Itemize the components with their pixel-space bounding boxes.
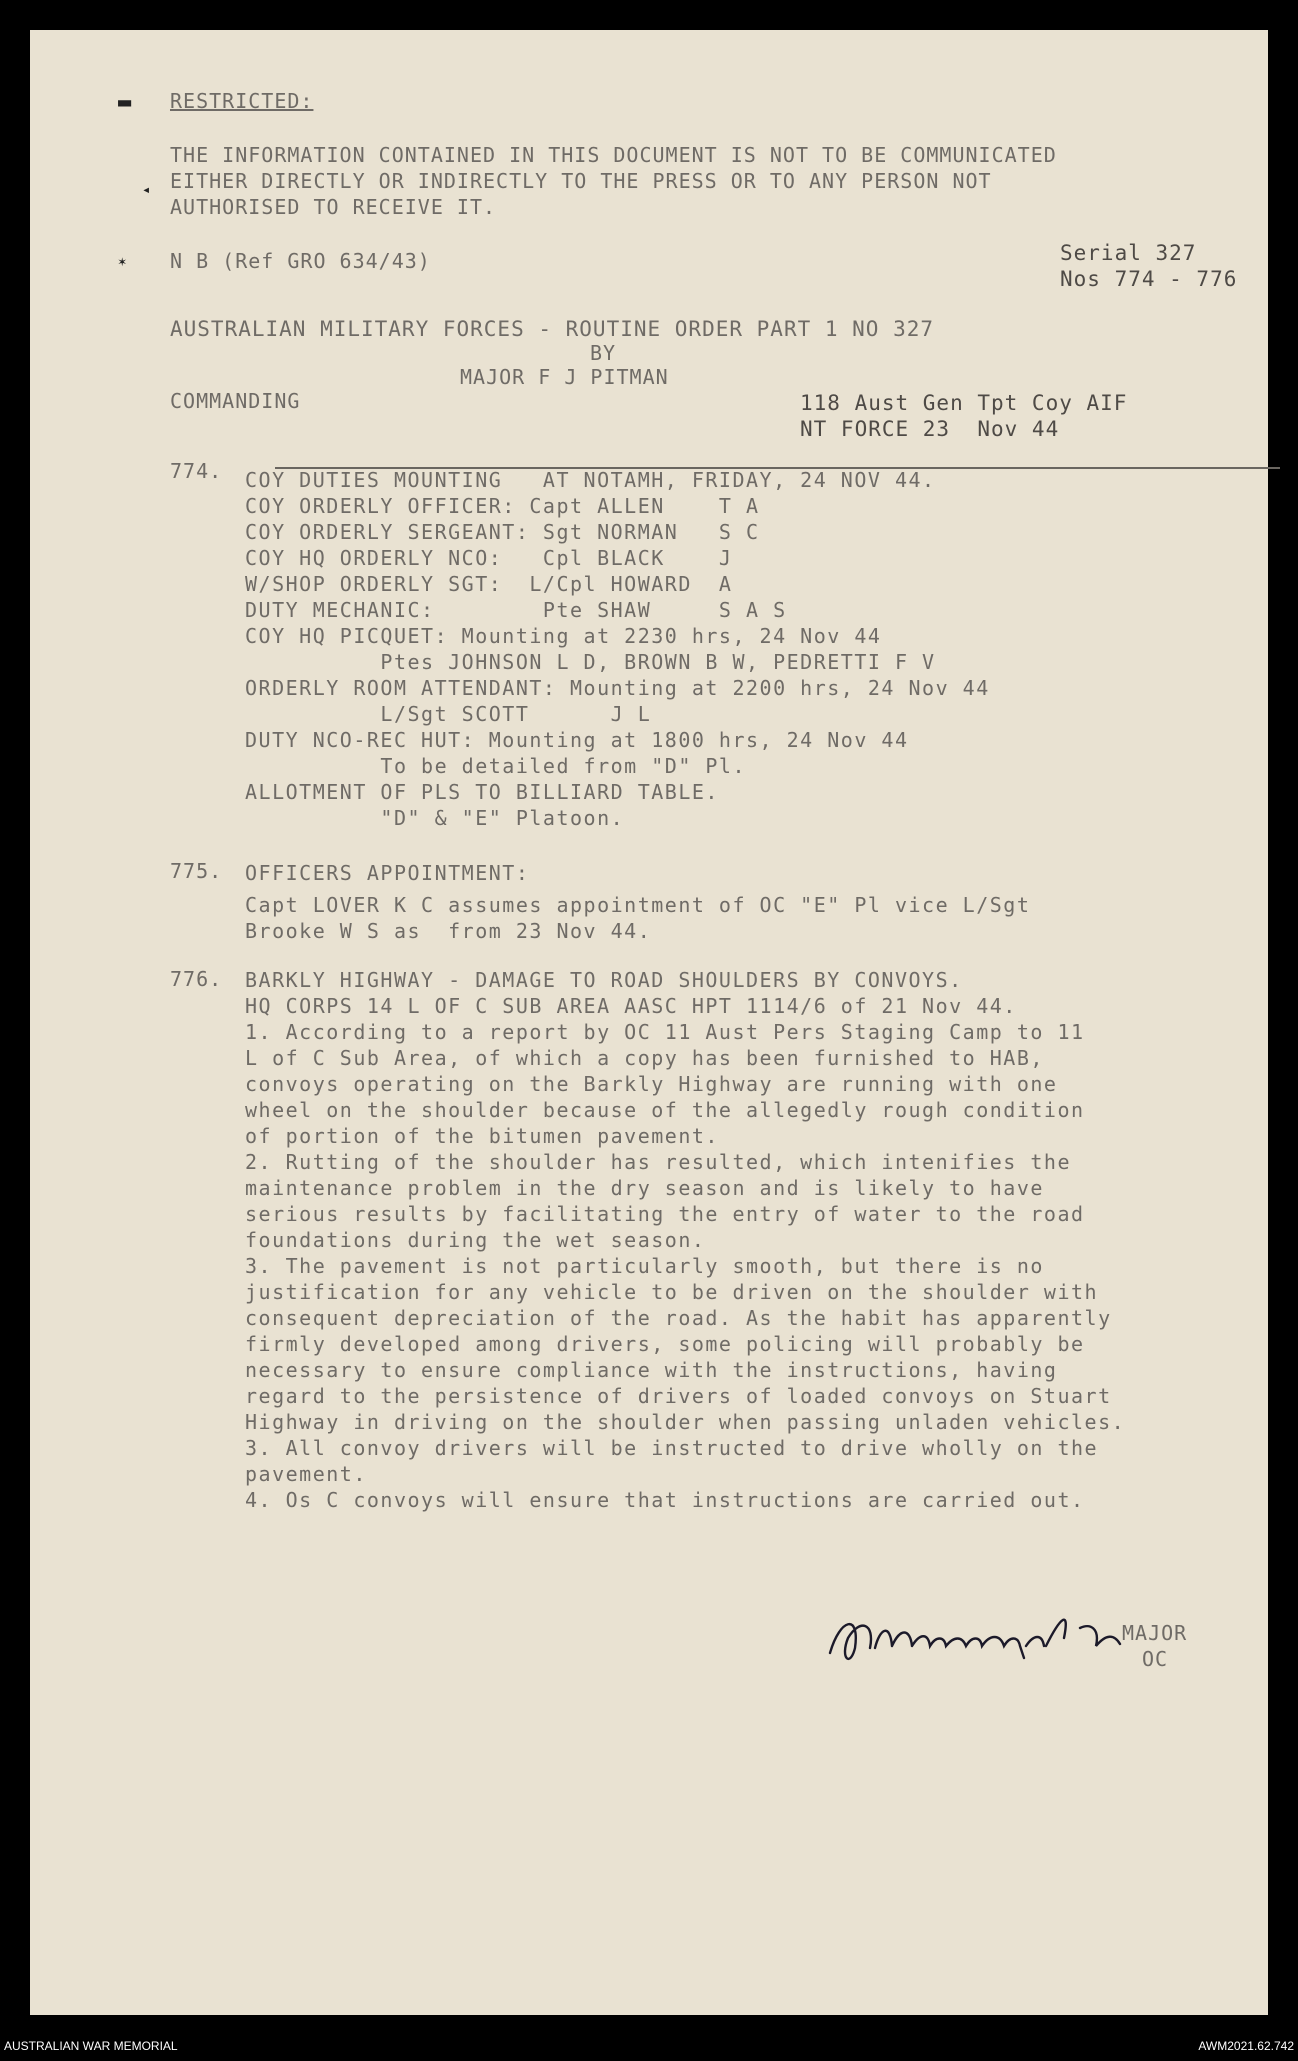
- order-776-line: maintenance problem in the dry season and is likely to have: [245, 1176, 1044, 1200]
- unit-date: NT FORCE 23 Nov 44: [800, 417, 1060, 441]
- order-title: AUSTRALIAN MILITARY FORCES - ROUTINE ORDER PART 1 NO 327: [170, 317, 935, 341]
- order-774-line: COY DUTIES MOUNTING AT NOTAMH, FRIDAY, 24 NOV 44.: [245, 468, 936, 492]
- order-776-line: HQ CORPS 14 L OF C SUB AREA AASC HPT 1114/6 of 21 Nov 44.: [245, 994, 1017, 1018]
- footer-bar: [0, 2023, 1298, 2061]
- order-774-line: DUTY MECHANIC: Pte SHAW S A S: [245, 598, 787, 622]
- order-by: BY: [590, 341, 617, 365]
- order-775-line: Brooke W S as from 23 Nov 44.: [245, 919, 652, 943]
- order-774-line: Ptes JOHNSON L D, BROWN B W, PEDRETTI F V: [245, 650, 936, 674]
- order-775-line: OFFICERS APPOINTMENT:: [245, 861, 530, 885]
- reference-note: N B (Ref GRO 634/43): [170, 249, 431, 273]
- order-776-line: wheel on the shoulder because of the allegedly rough condition: [245, 1098, 1085, 1122]
- hole-punch-mark: ✶: [118, 254, 127, 270]
- order-774-line: COY ORDERLY SERGEANT: Sgt NORMAN S C: [245, 520, 760, 544]
- order-776-line: 3. The pavement is not particularly smooth, but there is no: [245, 1254, 1044, 1278]
- order-774-line: COY HQ ORDERLY NCO: Cpl BLACK J: [245, 546, 733, 570]
- order-774-line: To be detailed from "D" Pl.: [245, 754, 747, 778]
- order-774-number: 774.: [170, 459, 223, 483]
- restricted-notice-line: AUTHORISED TO RECEIVE IT.: [170, 195, 497, 219]
- order-774-line: COY ORDERLY OFFICER: Capt ALLEN T A: [245, 494, 760, 518]
- footer-institution: AUSTRALIAN WAR MEMORIAL: [4, 2039, 178, 2053]
- order-774-line: COY HQ PICQUET: Mounting at 2230 hrs, 24 Nov 44: [245, 624, 882, 648]
- order-774-line: L/Sgt SCOTT J L: [245, 702, 652, 726]
- footer-catalogue-number: AWM2021.62.742: [1198, 2039, 1294, 2053]
- order-776-line: of portion of the bitumen pavement.: [245, 1124, 719, 1148]
- order-774-line: "D" & "E" Platoon.: [245, 806, 625, 830]
- order-774-line: ALLOTMENT OF PLS TO BILLIARD TABLE.: [245, 780, 719, 804]
- order-776-line: serious results by facilitating the entry of water to the road: [245, 1202, 1085, 1226]
- signature-role: OC: [1142, 1647, 1169, 1671]
- restricted-notice-line: EITHER DIRECTLY OR INDIRECTLY TO THE PRESS OR TO ANY PERSON NOT: [170, 169, 992, 193]
- order-776-line: consequent depreciation of the road. As the habit has apparently: [245, 1306, 1112, 1330]
- order-776-number: 776.: [170, 967, 223, 991]
- order-776-line: regard to the persistence of drivers of loaded convoys on Stuart: [245, 1384, 1112, 1408]
- order-776-line: 1. According to a report by OC 11 Aust Pers Staging Camp to 11: [245, 1020, 1085, 1044]
- hole-punch-mark: ◂: [142, 182, 151, 198]
- serial-number: Serial 327: [1060, 241, 1197, 265]
- order-776-line: convoys operating on the Barkly Highway are running with one: [245, 1072, 1058, 1096]
- restricted-heading: RESTRICTED:: [170, 89, 314, 113]
- order-775-number: 775.: [170, 859, 223, 883]
- order-774-line: ORDERLY ROOM ATTENDANT: Mounting at 2200 hrs, 24 Nov 44: [245, 676, 990, 700]
- order-776-line: necessary to ensure compliance with the instructions, having: [245, 1358, 1058, 1382]
- order-numbers: Nos 774 - 776: [1060, 267, 1238, 291]
- unit-name: 118 Aust Gen Tpt Coy AIF: [800, 391, 1128, 415]
- order-776-line: 2. Rutting of the shoulder has resulted, which intenifies the: [245, 1150, 1072, 1174]
- signature-rank: MAJOR: [1122, 1621, 1188, 1645]
- order-776-line: Highway in driving on the shoulder when passing unladen vehicles.: [245, 1410, 1126, 1434]
- order-776-line: BARKLY HIGHWAY - DAMAGE TO ROAD SHOULDERS BY CONVOYS.: [245, 968, 963, 992]
- commander-name: MAJOR F J PITMAN: [460, 365, 669, 389]
- restricted-notice-line: THE INFORMATION CONTAINED IN THIS DOCUMENT IS NOT TO BE COMMUNICATED: [170, 143, 1057, 167]
- order-776-line: firmly developed among drivers, some policing will probably be: [245, 1332, 1085, 1356]
- order-774-line: DUTY NCO-REC HUT: Mounting at 1800 hrs, 24 Nov 44: [245, 728, 909, 752]
- order-776-line: pavement.: [245, 1462, 367, 1486]
- hole-punch-mark: ▬: [118, 90, 132, 115]
- order-775-line: Capt LOVER K C assumes appointment of OC "E" Pl vice L/Sgt: [245, 893, 1031, 917]
- order-776-line: 4. Os C convoys will ensure that instructions are carried out.: [245, 1488, 1085, 1512]
- commanding-label: COMMANDING: [170, 389, 301, 413]
- order-776-line: foundations during the wet season.: [245, 1228, 706, 1252]
- handwritten-signature: [820, 1598, 1140, 1678]
- document-page: [30, 30, 1268, 2015]
- order-776-line: L of C Sub Area, of which a copy has been furnished to HAB,: [245, 1046, 1044, 1070]
- order-774-line: W/SHOP ORDERLY SGT: L/Cpl HOWARD A: [245, 572, 733, 596]
- order-776-line: justification for any vehicle to be driven on the shoulder with: [245, 1280, 1099, 1304]
- order-776-line: 3. All convoy drivers will be instructed to drive wholly on the: [245, 1436, 1099, 1460]
